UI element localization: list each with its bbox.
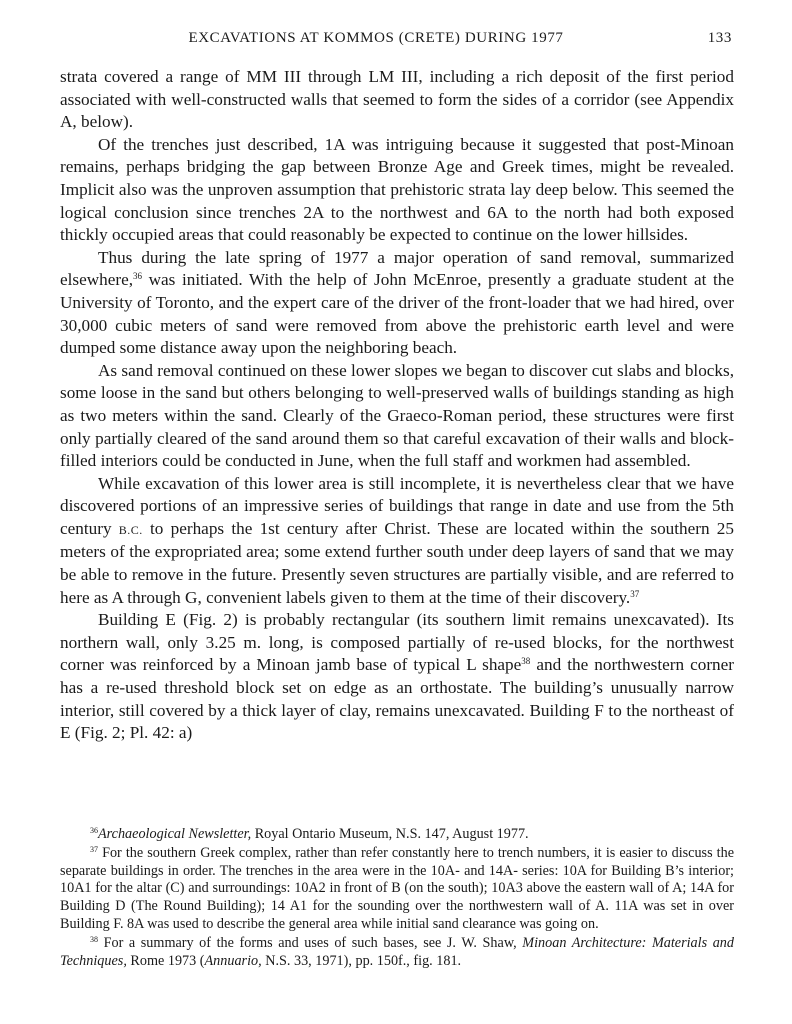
small-caps-bc: B.C. xyxy=(118,522,143,537)
page-number: 133 xyxy=(707,30,732,46)
paragraph-1 xyxy=(60,66,734,134)
footnote-text: Rome 1973 ( xyxy=(126,952,205,969)
paragraph-text: strata covered a range of MM III through LM III, including a rich deposit of the first period associated with well-constructed walls that seemed to form the sides of a corridor (see Appendix A, below). xyxy=(60,67,734,132)
footnote-38 xyxy=(60,935,734,971)
paragraph-2 xyxy=(60,134,734,247)
paragraph-text: Thus during the late spring of 1977 a major operation of sand removal, summarized elsewhere, xyxy=(60,247,734,290)
footnote-ref-38: 38 xyxy=(521,656,531,667)
footnote-36 xyxy=(60,826,734,844)
series-title: Annuario, xyxy=(204,952,262,969)
footnote-text: For the southern Greek complex, rather than refer constantly here to trench numbers, it is easier to discuss the separate buildings in order. The trenches in the area were in the 10A- and 14A- series: 10A for Building B’s interior; 10A1 for the altar (C) and surroundings: 10A2 in front of B (on the south); 10A3 above the eastern wall of A; 14A for Building D (The Round Building); 14 A1 for the sounding over the northwestern wall of A. 11A was set in over Building F. 8A was used to describe the general area while initial sand clearance was going on. xyxy=(60,844,734,932)
paragraph-6 xyxy=(60,609,734,745)
paragraph-text: was initiated. With the help of John McEnroe, presently a graduate student at the University of Toronto, and the expert care of the driver of the front-loader that we had hired, over 30,000 cubic meters of sand were removed from above the prehistoric earth level and were dumped some distance away upon the neighboring beach. xyxy=(60,270,734,358)
paragraph-text: and the northwestern corner has a re-used threshold block set on edge as an orthostate. The building’s unusually narrow interior, still covered by a thick layer of clay, remains unexcavated. Building F to the northeast of E (Fig. 2; Pl. 42: a) xyxy=(60,655,734,743)
footnote-ref-36: 36 xyxy=(133,271,143,282)
paragraph-text: Of the trenches just described, 1A was intriguing because it suggested that post-Minoan remains, perhaps bridging the gap between Bronze Age and Greek times, might be revealed. Implicit also was the unproven assumption that prehistoric strata lay deep below. This seemed the logical conclusion since trenches 2A to the northwest and 6A to the north had both exposed thickly occupied areas that could reasonably be expected to continue on the lower hillsides. xyxy=(60,134,734,245)
footnote-number: 37 xyxy=(90,844,98,854)
paragraph-4 xyxy=(60,360,734,473)
paragraph-5 xyxy=(60,473,734,610)
main-text xyxy=(60,66,734,745)
footnote-text: For a summary of the forms and uses of such bases, see J. W. Shaw, xyxy=(103,934,523,951)
book-title: Minoan Architecture: Materials and Techniques, xyxy=(60,934,734,969)
journal-title: Archaeological Newsletter, xyxy=(98,826,252,842)
footnote-ref-37: 37 xyxy=(630,588,640,599)
footnote-text: N.S. 33, 1971), pp. 150f., fig. 181. xyxy=(261,952,462,969)
running-header xyxy=(60,30,732,52)
running-title: EXCAVATIONS AT KOMMOS (CRETE) DURING 1977 xyxy=(188,30,564,46)
footnotes xyxy=(60,826,734,970)
footnote-number: 36 xyxy=(90,826,98,835)
paragraph-text: While excavation of this lower area is still incomplete, it is nevertheless clear that we have discovered portions of an impressive series of buildings that range in date and use from the 5th century xyxy=(60,473,734,538)
footnote-text: Royal Ontario Museum, N.S. 147, August 1977. xyxy=(251,826,529,842)
paragraph-text: to perhaps the 1st century after Christ. These are located within the southern 25 meters of the expropriated area; some extend further south under deep layers of sand that we may be able to remove in the future. Presently seven structures are partially visible, and are referred to here as A through G, convenient labels given to them at the time of their discovery. xyxy=(60,518,734,607)
footnote-number: 38 xyxy=(90,934,98,944)
paragraph-text: Building E (Fig. 2) is probably rectangular (its southern limit remains unexcavated). Its northern wall, only 3.25 m. long, is composed partially of re-used blocks, for the northwest corner was reinforced by a Minoan jamb base of typical L shape xyxy=(60,610,734,675)
paragraph-3 xyxy=(60,247,734,360)
paragraph-text: As sand removal continued on these lower slopes we began to discover cut slabs and blocks, some loose in the sand but others belonging to well-preserved walls of buildings standing as high as two meters within the sand. Clearly of the Graeco-Roman period, these structures were first only partially cleared of the sand around them so that careful excavation of their walls and block-filled interiors could be conducted in June, when the full staff and workmen had assembled. xyxy=(60,360,734,471)
footnote-37 xyxy=(60,845,734,934)
